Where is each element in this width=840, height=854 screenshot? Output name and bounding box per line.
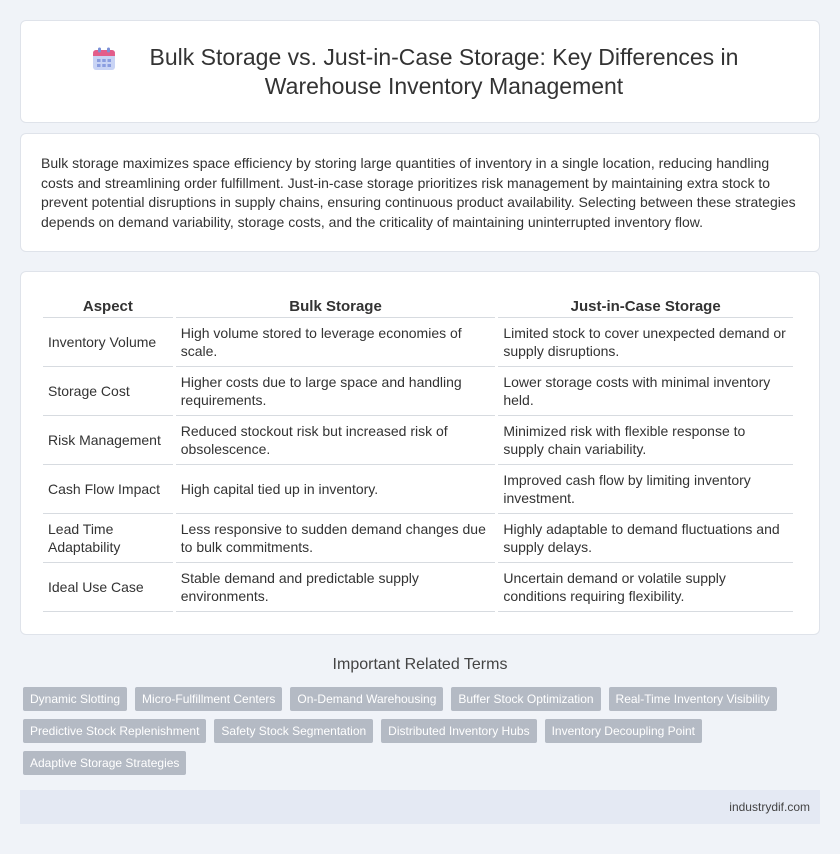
cell-jic: Uncertain demand or volatile supply conditions requiring flexibility.: [498, 563, 793, 612]
cell-bulk: Reduced stockout risk but increased risk of obsolescence.: [176, 416, 496, 465]
tag-safety-stock-segmentation[interactable]: Safety Stock Segmentation: [214, 719, 373, 743]
title-wrap: [91, 43, 749, 101]
cell-aspect: Lead Time Adaptability: [43, 514, 173, 563]
cell-jic: Improved cash flow by limiting inventory investment.: [498, 465, 793, 514]
table-row: [43, 367, 793, 416]
cell-aspect: Inventory Volume: [43, 318, 173, 367]
tag-predictive-stock-replenishment[interactable]: Predictive Stock Replenishment: [23, 719, 206, 743]
header-aspect: Aspect: [43, 294, 173, 318]
tag-dynamic-slotting[interactable]: Dynamic Slotting: [23, 687, 127, 711]
tag-real-time-inventory-visibility[interactable]: Real-Time Inventory Visibility: [609, 687, 777, 711]
tag-adaptive-storage-strategies[interactable]: Adaptive Storage Strategies: [23, 751, 186, 775]
tag-on-demand-warehousing[interactable]: On-Demand Warehousing: [290, 687, 443, 711]
footer: [20, 790, 820, 824]
header-bulk-storage: Bulk Storage: [176, 294, 496, 318]
tag-distributed-inventory-hubs[interactable]: Distributed Inventory Hubs: [381, 719, 536, 743]
cell-jic: Minimized risk with flexible response to supply chain variability.: [498, 416, 793, 465]
table-row: [43, 514, 793, 563]
header-card: [20, 20, 820, 123]
comparison-table: [40, 294, 796, 612]
cell-bulk: Stable demand and predictable supply environments.: [176, 563, 496, 612]
table-row: [43, 318, 793, 367]
cell-bulk: High capital tied up in inventory.: [176, 465, 496, 514]
table-row: [43, 563, 793, 612]
cell-bulk: Less responsive to sudden demand changes due to bulk commitments.: [176, 514, 496, 563]
intro-text: Bulk storage maximizes space efficiency by storing large quantities of inventory in a single location, reducing handling costs and streamlining order fulfillment. Just-in-case storage prioritizes risk management by maintaining extra stock to prevent potential disruptions in supply chains, ensuring continuous product availability. Selecting between these strategies depends on demand variability, storage costs, and the criticality of maintaining uninterrupted inventory flow.: [41, 155, 796, 230]
intro-card: [20, 133, 820, 252]
page-title: Bulk Storage vs. Just-in-Case Storage: Key Differences in Warehouse Inventory Management: [149, 43, 739, 99]
related-terms-title: Important Related Terms: [332, 656, 508, 673]
cell-bulk: High volume stored to leverage economies of scale.: [176, 318, 496, 367]
tag-micro-fulfillment-centers[interactable]: Micro-Fulfillment Centers: [135, 687, 282, 711]
tag-inventory-decoupling-point[interactable]: Inventory Decoupling Point: [545, 719, 702, 743]
tag-buffer-stock-optimization[interactable]: Buffer Stock Optimization: [451, 687, 600, 711]
cell-aspect: Storage Cost: [43, 367, 173, 416]
table-row: [43, 465, 793, 514]
cell-jic: Highly adaptable to demand fluctuations and supply delays.: [498, 514, 793, 563]
related-terms-tags: [23, 687, 823, 783]
comparison-table-card: [20, 271, 820, 635]
table-header-row: [43, 294, 793, 318]
cell-bulk: Higher costs due to large space and handling requirements.: [176, 367, 496, 416]
cell-aspect: Cash Flow Impact: [43, 465, 173, 514]
footer-site[interactable]: industrydif.com: [729, 800, 810, 814]
cell-jic: Limited stock to cover unexpected demand or supply disruptions.: [498, 318, 793, 367]
cell-aspect: Ideal Use Case: [43, 563, 173, 612]
header-just-in-case-storage: Just-in-Case Storage: [498, 294, 793, 318]
cell-jic: Lower storage costs with minimal inventory held.: [498, 367, 793, 416]
cell-aspect: Risk Management: [43, 416, 173, 465]
calendar-icon: [91, 46, 117, 72]
table-row: [43, 416, 793, 465]
